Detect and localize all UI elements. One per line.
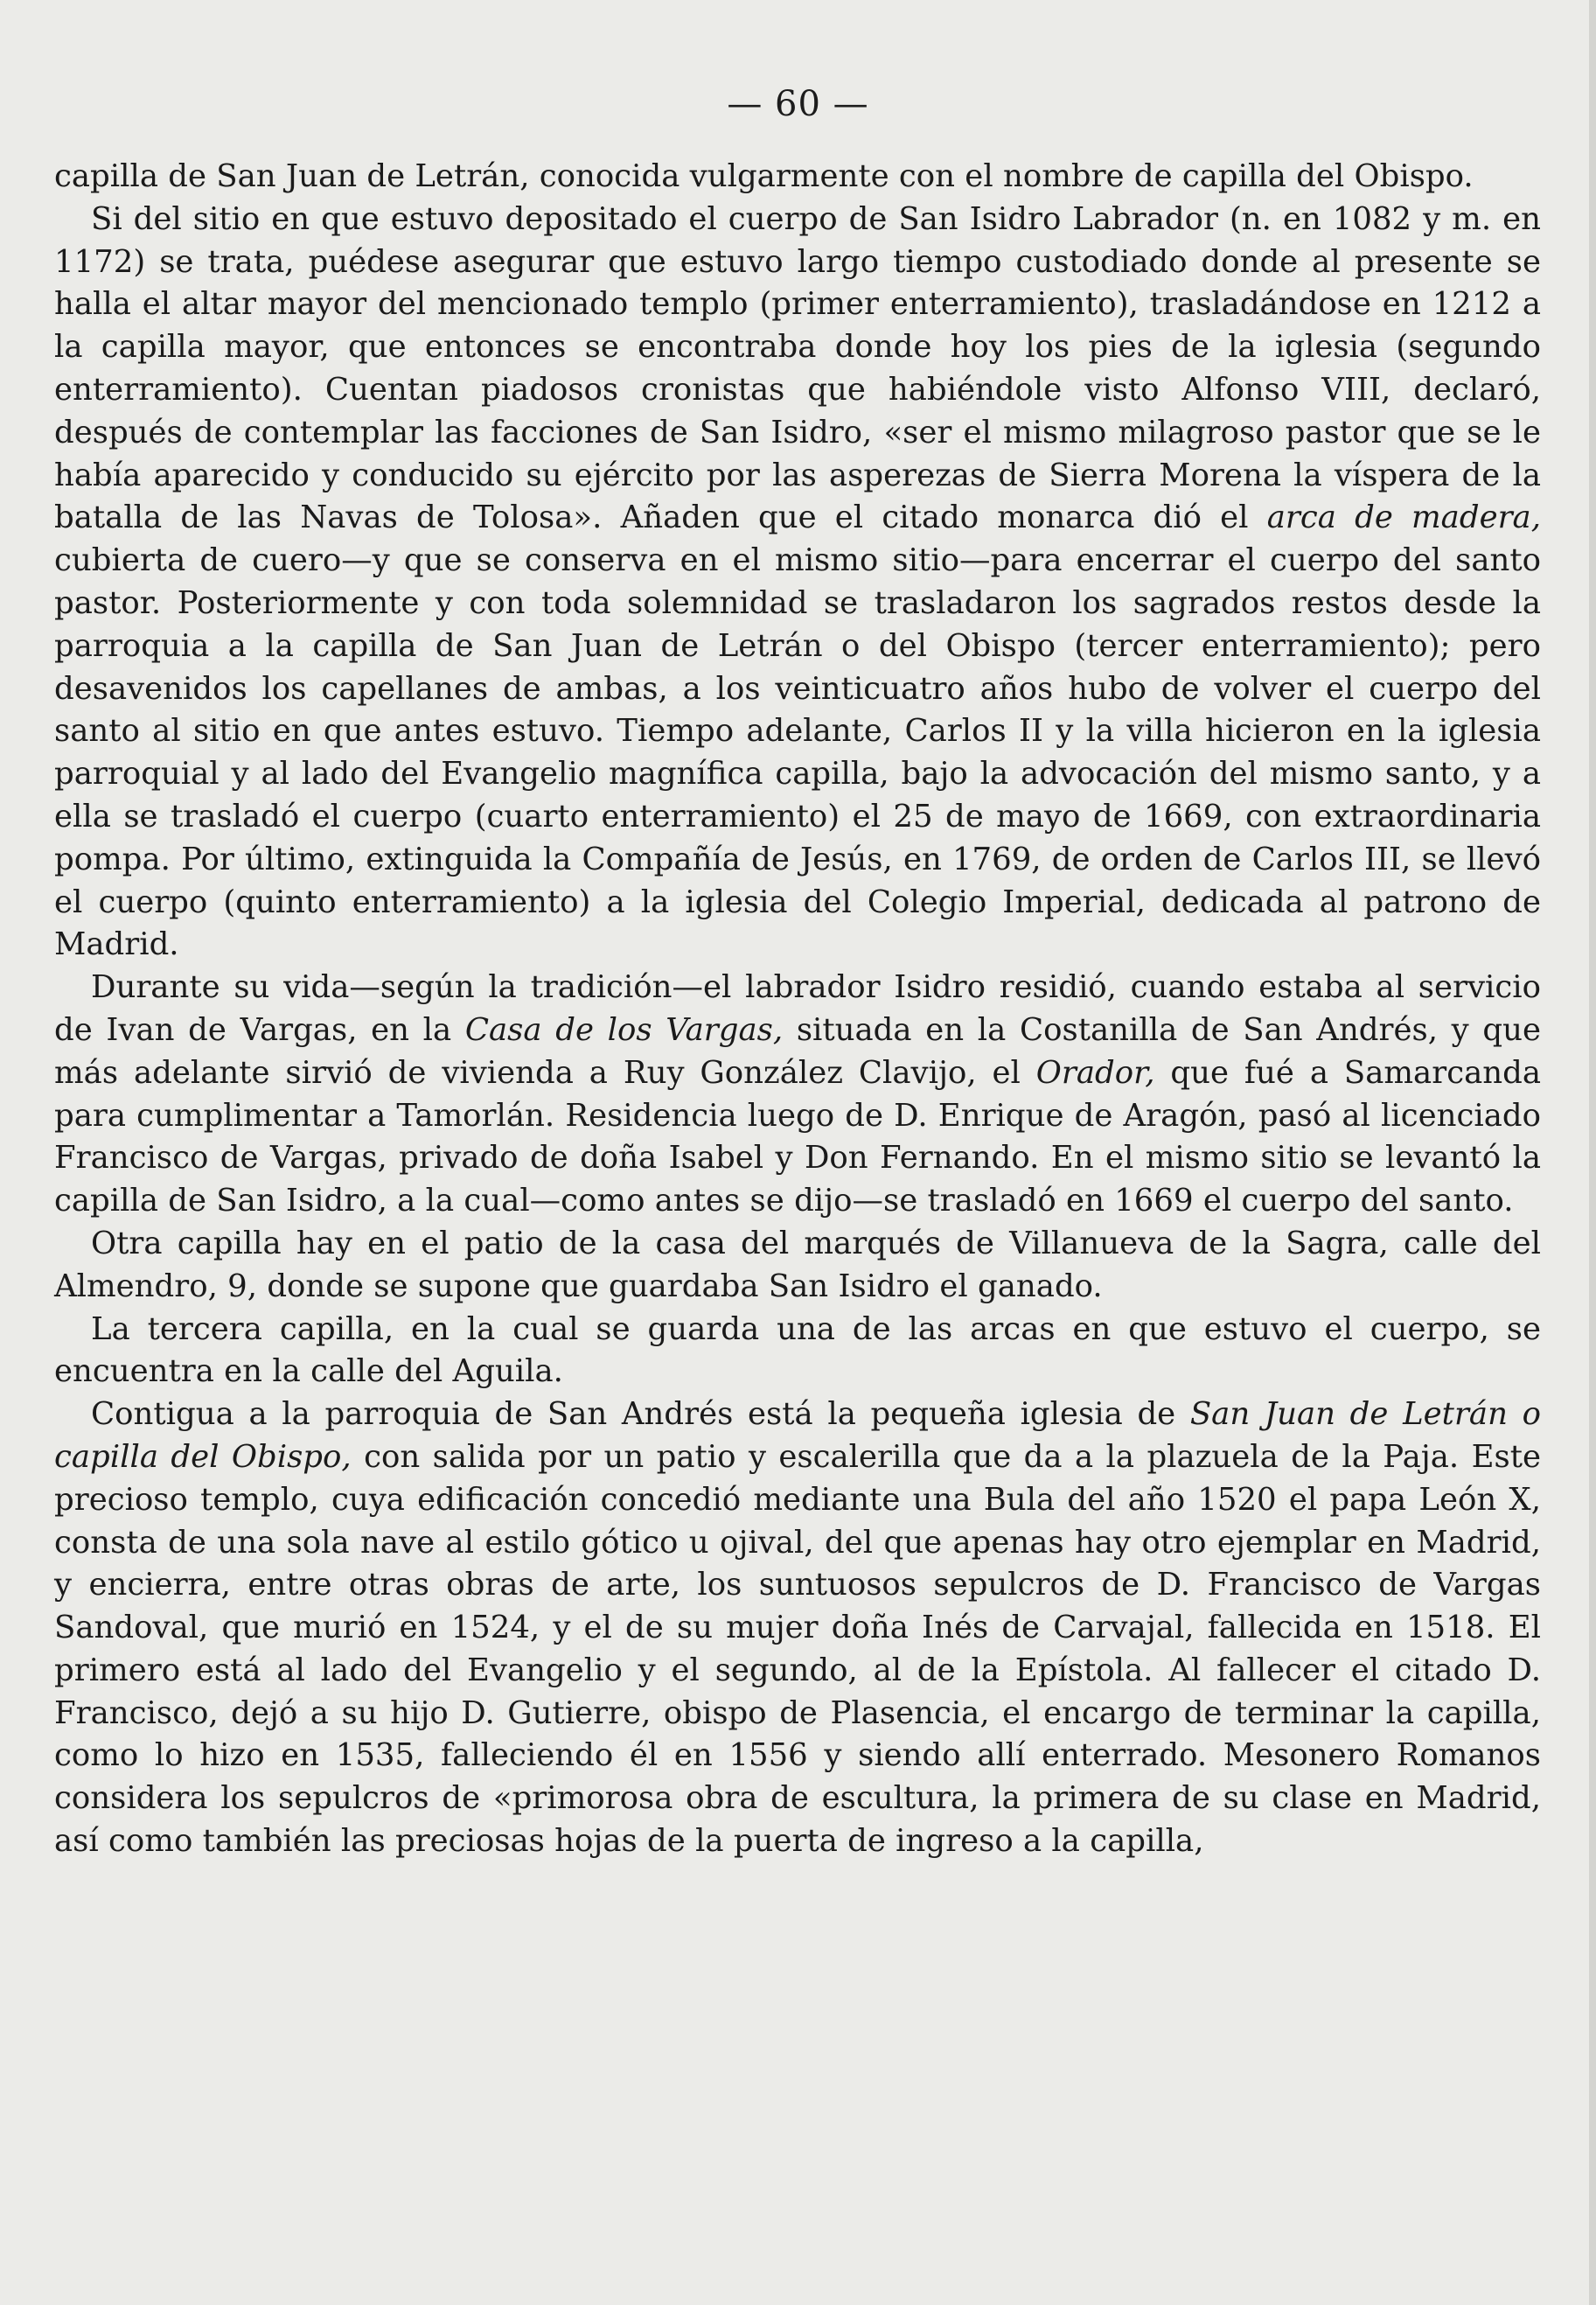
paragraph-6-text: Contigua a la parroquia de San Andrés está la pequeña iglesia de bbox=[91, 1396, 1190, 1433]
paragraph-2-text-after: cubierta de cuero—y que se conserva en el mismo sitio—para encerrar el cuerpo del santo pastor. Posteriormente y con toda solemnidad se trasladaron los sagrados restos desde la parroquia a la capilla de San Juan de Letrán o del Obispo (tercer enterramiento); pero desavenidos los capellanes de ambas, a los veinticuatro años hubo de volver el cuerpo del santo al sitio en que antes estuvo. Tiempo adelante, Carlos II y la villa hicieron en la iglesia parroquial y al lado del Evangelio magnífica capilla, bajo la advocación del mismo santo, y a ella se trasladó el cuerpo (cuarto enterramiento) el 25 de mayo de 1669, con extraordinaria pompa. Por último, extinguida la Compañía de Jesús, en 1769, de orden de Carlos III, se llevó el cuerpo (quinto enterramiento) a la iglesia del Colegio Imperial, dedicada al patrono de Madrid. bbox=[54, 542, 1541, 963]
paragraph-6-italic: San Juan de Letrán o capilla del Obispo, bbox=[54, 1396, 1541, 1475]
paragraph-6-text-after: con salida por un patio y escalerilla que da a la plazuela de la Paja. Este precioso templo, cuya edificación concedió mediante una Bula del año 1520 el papa León X, consta de una sola nave al estilo gótico u ojival, del que apenas hay otro ejemplar en Madrid, y encierra, entre otras obras de arte, los suntuosos sepulcros de D. Francisco de Vargas Sandoval, que murió en 1524, y el de su mujer doña Inés de Carvajal, fallecida en 1518. El primero está al lado del Evangelio y el segundo, al de la Epístola. Al fallecer el citado D. Francisco, dejó a su hijo D. Gutierre, obispo de Plasencia, el encargo de terminar la capilla, como lo hizo en 1535, falleciendo él en 1556 y siendo allí enterrado. Mesonero Romanos considera los sepulcros de «primorosa obra de escultura, la primera de su clase en Madrid, así como también las preciosas hojas de la puerta de ingreso a la capilla, bbox=[54, 1438, 1542, 1860]
page-edge-shadow bbox=[1589, 0, 1596, 2305]
paragraph-2-italic: arca de madera, bbox=[1266, 499, 1541, 536]
paragraph-3 bbox=[54, 967, 1541, 1223]
paragraph-3-text-after-2: que fué a Samarcanda para cumplimentar a Tamorlán. Residencia luego de D. Enrique de Aragón, pasó al licenciado Francisco de Vargas, privado de doña Isabel y Don Fernando. En el mismo sitio se levantó la capilla de San Isidro, a la cual—como antes se dijo—se trasladó en 1669 el cuerpo del santo. bbox=[54, 1054, 1541, 1219]
paragraph-2-text: Si del sitio en que estuvo depositado el cuerpo de San Isidro Labrador (n. en 1082 y m. en 1172) se trata, puédese asegurar que estuvo largo tiempo custodiado donde al presente se halla el altar mayor del mencionado templo (primer enterramiento), trasladándose en 1212 a la capilla mayor, que entonces se encontraba donde hoy los pies de la iglesia (segundo enterramiento). Cuentan piadosos cronistas que habiéndole visto Alfonso VIII, declaró, después de contemplar las facciones de San Isidro, «ser el mismo milagroso pastor que se le había aparecido y conducido su ejército por las asperezas de Sierra Morena la víspera de la batalla de las Navas de Tolosa». Añaden que el citado monarca dió el bbox=[54, 200, 1541, 536]
paragraph-2 bbox=[54, 199, 1541, 967]
body-text bbox=[54, 156, 1541, 1863]
paragraph-4-text: Otra capilla hay en el patio de la casa del marqués de Villanueva de la Sagra, calle del Almendro, 9, donde se supone que guardaba San Isidro el ganado. bbox=[54, 1225, 1541, 1304]
paragraph-5-text: La tercera capilla, en la cual se guarda una de las arcas en que estuvo el cuerpo, se encuentra en la calle del Aguila. bbox=[54, 1310, 1541, 1390]
paragraph-4 bbox=[54, 1223, 1541, 1309]
paragraph-3-italic-2: Orador, bbox=[1035, 1054, 1155, 1091]
page-number: — 60 — bbox=[727, 84, 869, 124]
paragraph-1-text: capilla de San Juan de Letrán, conocida vulgarmente con el nombre de capilla del Obispo. bbox=[54, 158, 1474, 194]
paragraph-1 bbox=[54, 156, 1541, 199]
paragraph-6 bbox=[54, 1393, 1541, 1863]
paragraph-3-italic: Casa de los Vargas, bbox=[464, 1011, 784, 1048]
paragraph-3-text: Durante su vida—según la tradición—el labrador Isidro residió, cuando estaba al servicio de Ivan de Vargas, en la bbox=[54, 969, 1541, 1048]
paragraph-5 bbox=[54, 1309, 1541, 1394]
paragraph-3-text-after: situada en la Costanilla de San Andrés, y que más adelante sirvió de vivienda a Ruy González Clavijo, el bbox=[54, 1011, 1541, 1091]
